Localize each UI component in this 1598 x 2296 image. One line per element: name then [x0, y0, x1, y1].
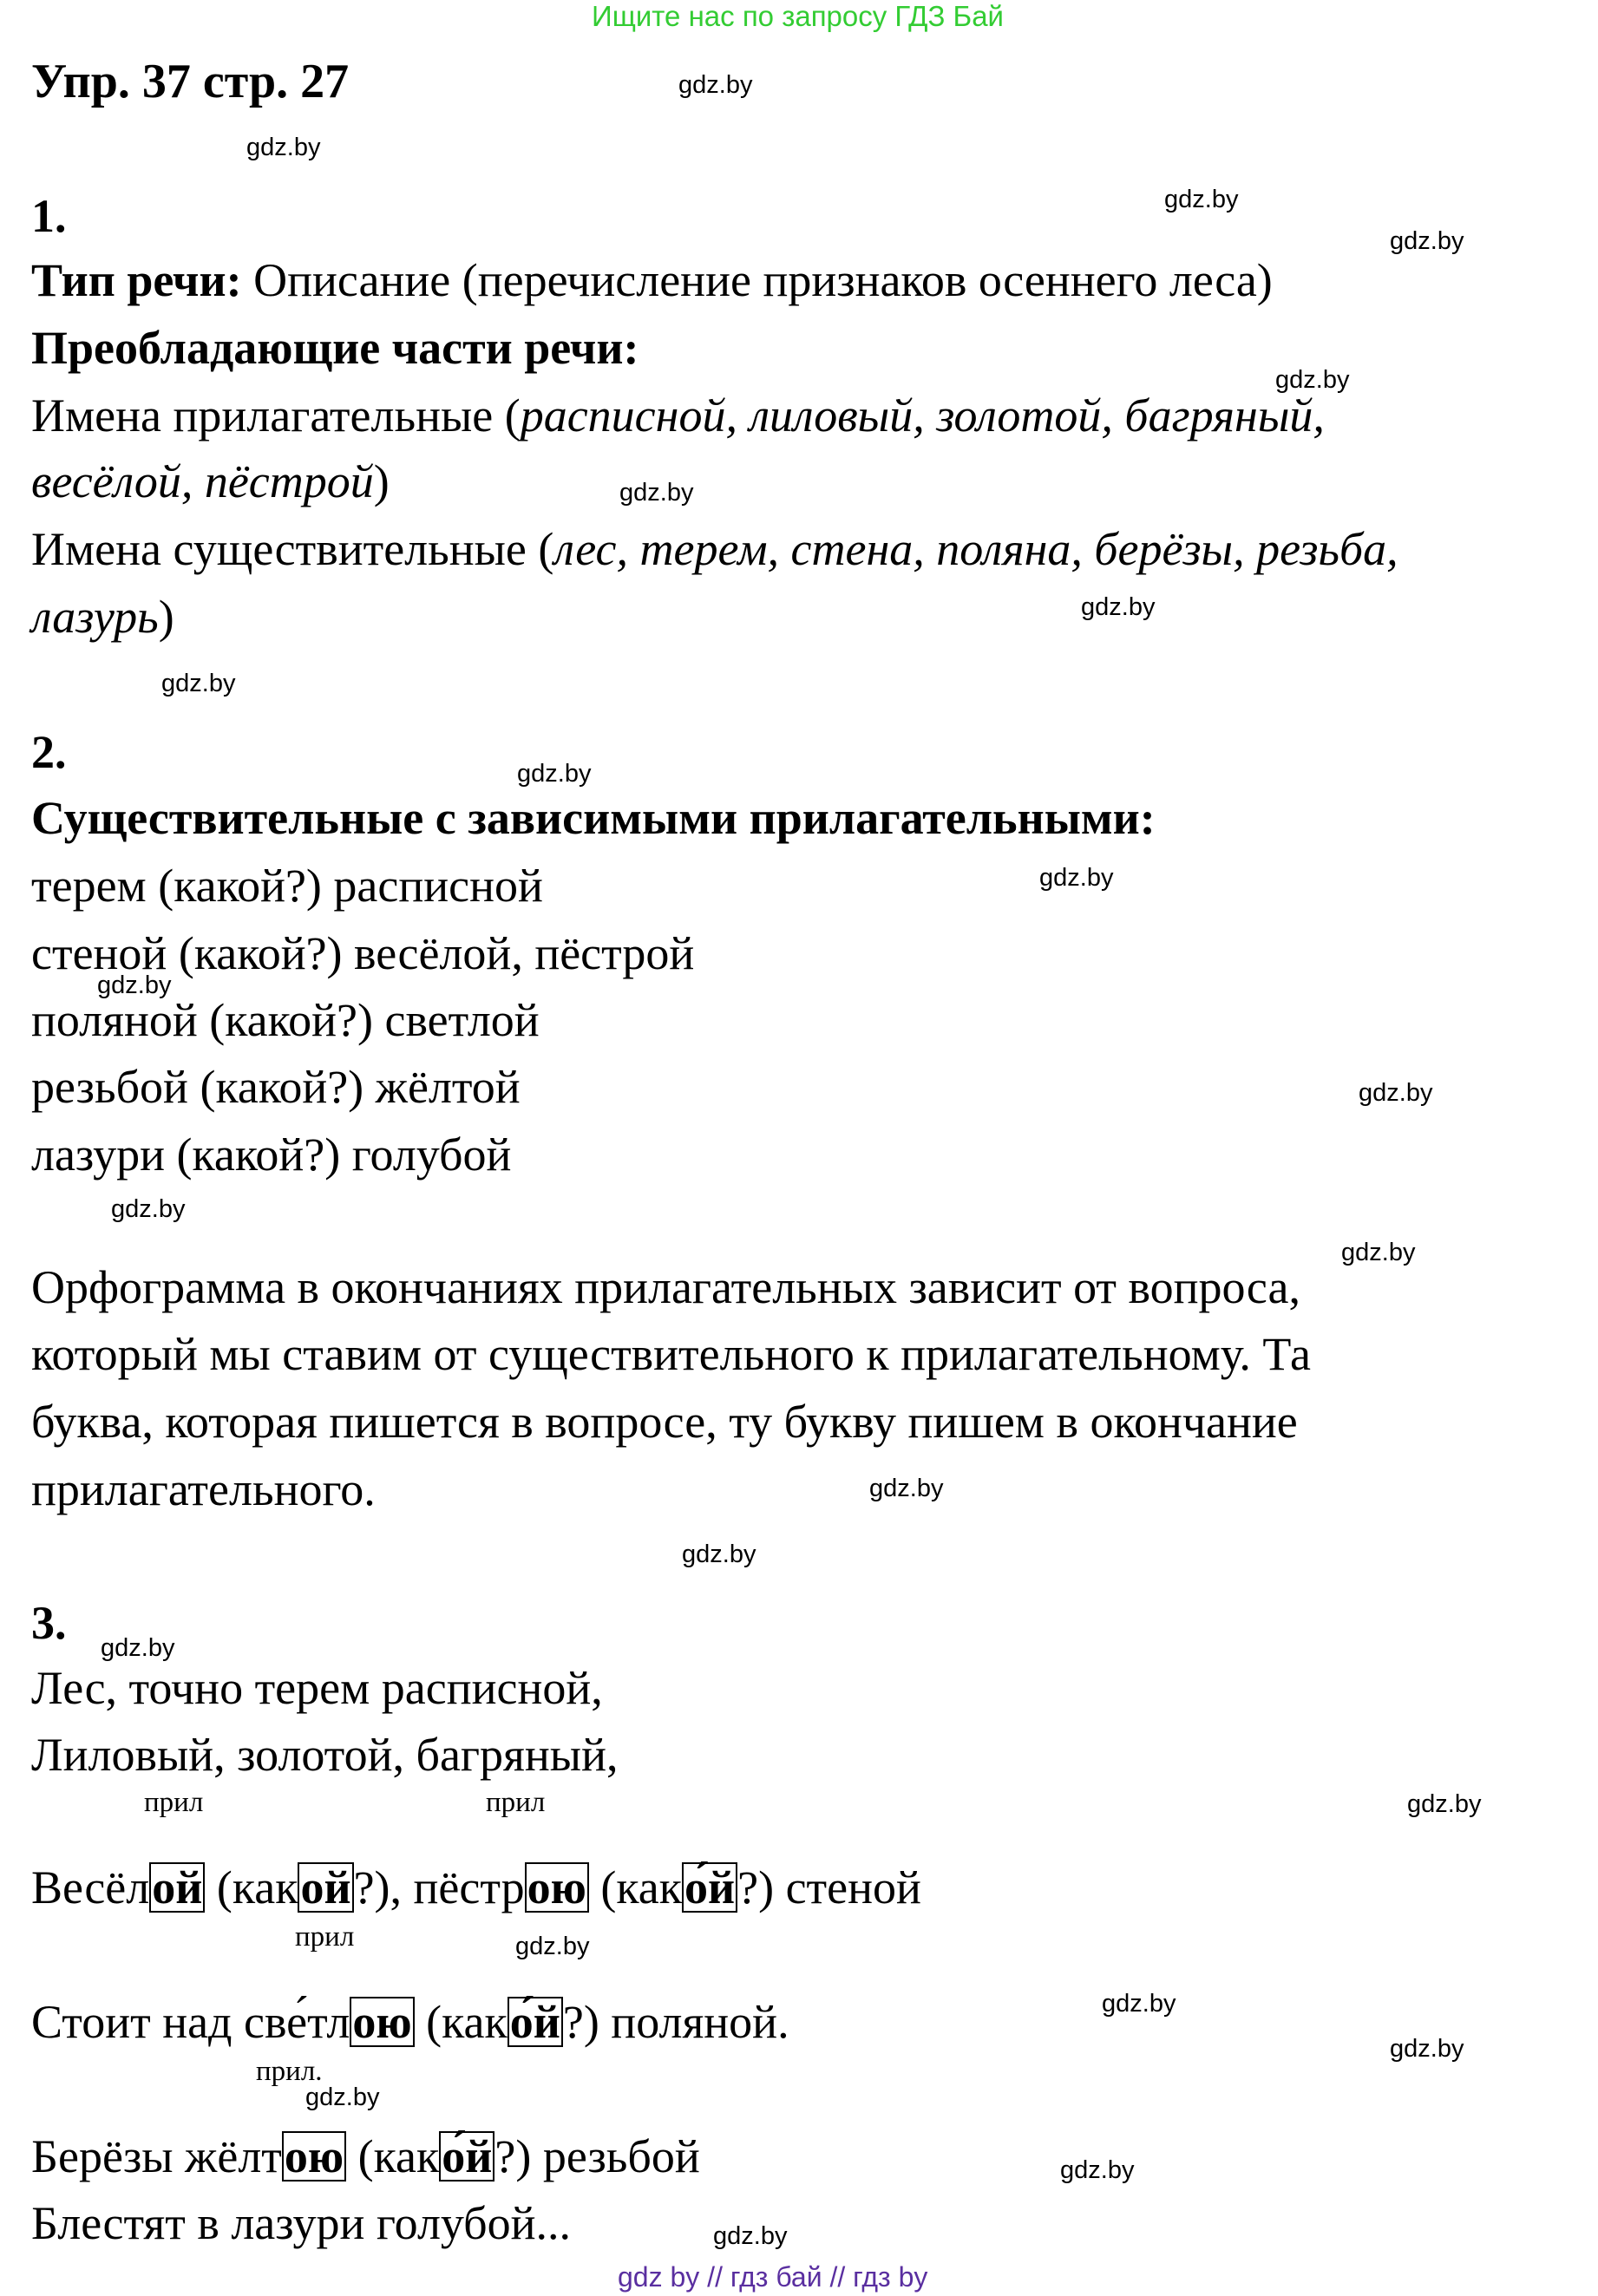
ending-box: ой	[298, 1862, 353, 1913]
watermark: gdz.by	[111, 1195, 186, 1223]
nouns-line-2	[31, 590, 174, 644]
word-part: (как	[205, 1861, 298, 1913]
watermark: gdz.by	[1407, 1790, 1482, 1818]
rule-line: буква, которая пишется в вопросе, ту букву пишем в окончание	[31, 1396, 1298, 1448]
speech-type-label: Тип речи:	[31, 254, 242, 306]
watermark: gdz.by	[1164, 186, 1239, 213]
ending-box: ой	[149, 1862, 205, 1913]
word-part: ?), пёстр	[353, 1861, 525, 1913]
watermark: gdz.by	[246, 134, 321, 161]
adjective-mark: прил	[144, 1787, 204, 1818]
word-part: Весёл	[31, 1861, 150, 1913]
rule-line: который мы ставим от существительного к прилагательному. Та	[31, 1328, 1311, 1380]
watermark: gdz.by	[1359, 1079, 1433, 1107]
watermark: gdz.by	[161, 670, 236, 697]
nouns-close: )	[158, 591, 174, 643]
watermark: gdz.by	[678, 71, 753, 99]
pair-line: поляной (какой?) светлой	[31, 994, 540, 1046]
nouns-line	[31, 522, 1398, 576]
speech-type-line	[31, 253, 1273, 307]
word-part: (как	[346, 2130, 440, 2182]
word-part: (как	[414, 1996, 508, 2048]
section-3-number: 3.	[31, 1597, 67, 1649]
watermark: gdz.by	[1390, 227, 1464, 255]
word-part: Стоит над све́тл	[31, 1996, 350, 2048]
section-2-heading: Существительные с зависимыми прилагательными:	[31, 792, 1156, 844]
watermark: gdz.by	[305, 2083, 380, 2111]
adjectives-prefix: Имена прилагательные (	[31, 389, 521, 442]
adjective-mark: прил	[295, 1921, 355, 1953]
watermark: gdz.by	[682, 1540, 756, 1568]
nouns-list-1: лес, терем, стена, поляна, берёзы, резьба,	[553, 523, 1398, 575]
pair-line: лазури (какой?) голубой	[31, 1128, 512, 1181]
adjectives-line-2	[31, 455, 390, 508]
pair-line: стеной (какой?) весёлой, пёстрой	[31, 927, 695, 979]
parts-of-speech-heading: Преобладающие части речи:	[31, 322, 639, 374]
nouns-prefix: Имена существительные (	[31, 523, 554, 575]
word-part: Берёзы жёлт	[31, 2130, 282, 2182]
top-banner[interactable]: Ищите нас по запросу ГДЗ Бай	[592, 0, 1004, 32]
watermark: gdz.by	[1081, 593, 1156, 621]
adjective-mark: прил	[486, 1787, 546, 1818]
watermark: gdz.by	[619, 479, 694, 507]
watermark: gdz.by	[1390, 2035, 1464, 2063]
pair-line: терем (какой?) расписной	[31, 860, 543, 912]
speech-type-value: Описание (перечисление признаков осеннего леса)	[241, 254, 1273, 306]
watermark: gdz.by	[1102, 1990, 1176, 2018]
watermark: gdz.by	[515, 1933, 590, 1960]
adjective-mark: прил.	[256, 2056, 323, 2087]
nouns-list-2: лазурь	[31, 591, 159, 643]
adjectives-list-2: весёлой, пёстрой	[31, 455, 374, 507]
rule-line: Орфограмма в окончаниях прилагательных зависит от вопроса,	[31, 1261, 1300, 1313]
poem-line-6: Блестят в лазури голубой...	[31, 2197, 572, 2249]
watermark: gdz.by	[713, 2222, 788, 2250]
poem-line-4	[31, 1995, 789, 2049]
footer-links[interactable]: gdz by // гдз бай // гдз by	[618, 2261, 928, 2293]
word-part: ?) стеной	[737, 1861, 921, 1913]
ending-box: о́й	[439, 2131, 494, 2182]
watermark: gdz.by	[97, 971, 172, 999]
poem-line-3	[31, 1861, 921, 1914]
adjectives-close: )	[373, 455, 390, 507]
section-2-number: 2.	[31, 726, 67, 778]
adjectives-line	[31, 389, 1325, 442]
adjectives-list-1: расписной, лиловый, золотой, багряный,	[520, 389, 1325, 442]
watermark: gdz.by	[1341, 1239, 1416, 1266]
rule-line: прилагательного.	[31, 1463, 376, 1515]
ending-box: ою	[525, 1862, 589, 1913]
poem-line-5	[31, 2129, 700, 2183]
ending-box: ою	[282, 2131, 346, 2182]
section-1-number: 1.	[31, 190, 67, 242]
ending-box: ою	[350, 1997, 414, 2047]
poem-line-1: Лес, точно терем расписной,	[31, 1662, 603, 1714]
ending-box: о́й	[682, 1862, 737, 1913]
poem-line-2: Лиловый, золотой, багряный,	[31, 1729, 619, 1781]
watermark: gdz.by	[1060, 2156, 1135, 2184]
watermark: gdz.by	[101, 1634, 175, 1662]
word-part: (как	[588, 1861, 682, 1913]
pair-line: резьбой (какой?) жёлтой	[31, 1061, 521, 1113]
watermark: gdz.by	[869, 1475, 944, 1502]
watermark: gdz.by	[1275, 366, 1350, 394]
page-title: Упр. 37 стр. 27	[31, 55, 350, 108]
word-part: ?) поляной.	[562, 1996, 789, 2048]
watermark: gdz.by	[517, 760, 592, 788]
watermark: gdz.by	[1039, 864, 1114, 892]
word-part: ?) резьбой	[494, 2130, 700, 2182]
ending-box: о́й	[508, 1997, 563, 2047]
